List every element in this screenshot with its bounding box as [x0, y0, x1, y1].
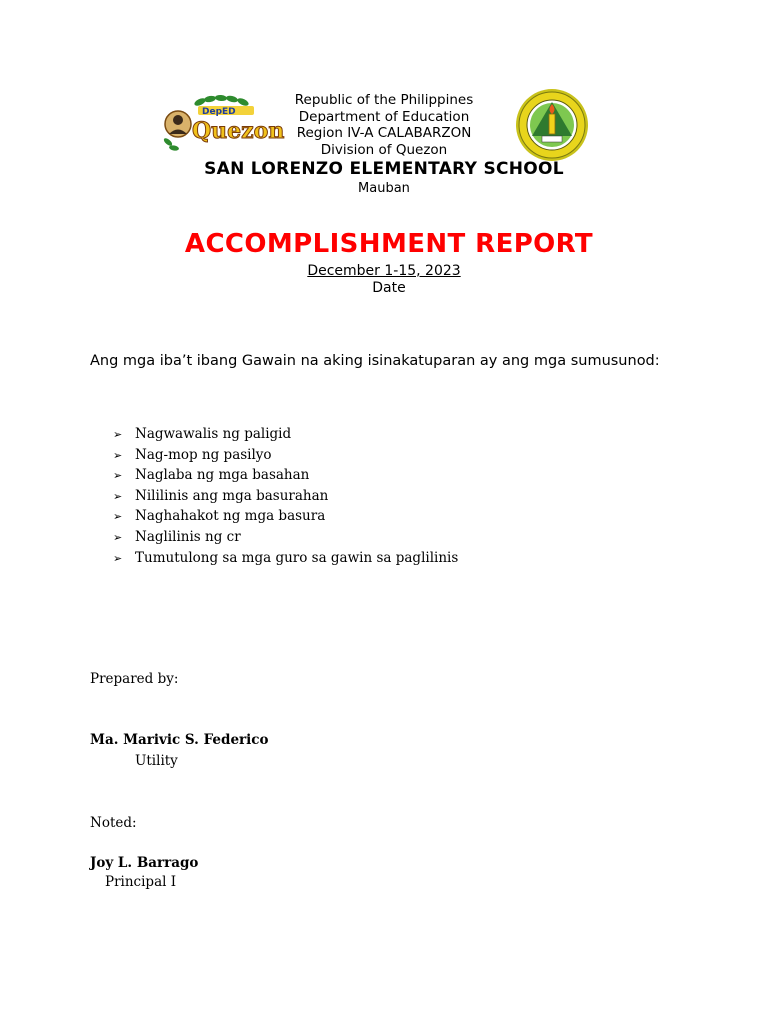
school-name: SAN LORENZO ELEMENTARY SCHOOL — [204, 159, 564, 179]
school-seal-icon — [515, 88, 589, 162]
arrow-bullet-icon: ➢ — [113, 510, 123, 524]
logo-deped-text: DepED — [202, 107, 236, 117]
school-town: Mauban — [358, 181, 410, 196]
list-item — [113, 486, 458, 507]
list-item — [113, 548, 458, 569]
government-header — [234, 92, 534, 158]
prepared-by-label: Prepared by: — [90, 671, 179, 687]
gov-line-division: Division of Quezon — [320, 141, 448, 158]
logo-quezon-text: Quezon — [192, 118, 285, 144]
gov-line-department: Department of Education — [298, 108, 470, 125]
gov-line-region: Region IV-A CALABARZON — [296, 125, 472, 141]
task-text: Naglaba ng mga basahan — [135, 467, 310, 484]
report-date: December 1-15, 2023 — [307, 263, 461, 279]
noted-by-label: Noted: — [90, 815, 137, 831]
noted-by-role: Principal I — [105, 874, 177, 890]
arrow-bullet-icon: ➢ — [113, 530, 123, 544]
list-item — [113, 465, 458, 486]
arrow-bullet-icon: ➢ — [113, 551, 123, 565]
task-text: Naglilinis ng cr — [135, 528, 241, 545]
arrow-bullet-icon: ➢ — [113, 469, 123, 483]
prepared-by-name: Ma. Marivic S. Federico — [90, 732, 269, 748]
report-date-label: Date — [372, 280, 406, 296]
task-list — [113, 424, 458, 568]
list-item — [113, 424, 458, 445]
arrow-bullet-icon: ➢ — [113, 428, 123, 441]
task-text: Tumutulong sa mga guro sa gawin sa paglilinis — [135, 549, 459, 566]
task-text: Naghahakot ng mga basura — [135, 508, 326, 525]
arrow-bullet-icon: ➢ — [113, 448, 123, 462]
task-text: Nag-mop ng pasilyo — [135, 446, 272, 463]
list-item — [113, 527, 458, 548]
arrow-bullet-icon: ➢ — [113, 489, 123, 503]
gov-line-republic: Republic of the Philippines — [294, 92, 474, 108]
intro-paragraph: Ang mga iba’t ibang Gawain na aking isinakatuparan ay ang mga sumusunod: — [90, 353, 660, 369]
report-title: ACCOMPLISHMENT REPORT — [184, 229, 594, 259]
list-item — [113, 445, 458, 466]
task-text: Nagwawalis ng paligid — [135, 426, 292, 442]
task-text: Nililinis ang mga basurahan — [135, 487, 329, 504]
list-item — [113, 506, 458, 527]
prepared-by-role: Utility — [135, 753, 178, 769]
noted-by-name: Joy L. Barrago — [90, 855, 199, 871]
